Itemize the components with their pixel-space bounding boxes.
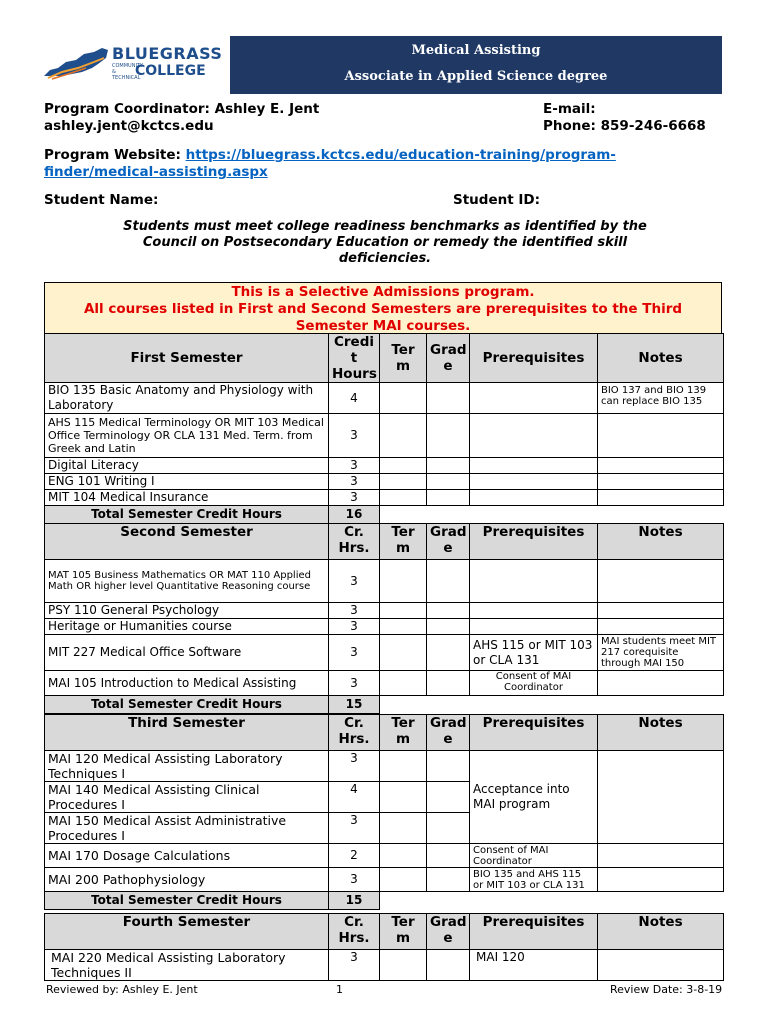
course-name: MAI 200 Pathophysiology — [45, 868, 329, 892]
table-row — [45, 635, 724, 671]
coordinator-block — [44, 101, 319, 135]
credit-value: 3 — [329, 751, 380, 782]
credit-value: 3 — [329, 560, 380, 603]
total-label: Total Semester Credit Hours — [45, 506, 329, 524]
contact-block — [543, 101, 706, 135]
email-label: E-mail: — [543, 101, 596, 117]
page-number: 1 — [336, 983, 343, 996]
second-semester-table — [44, 523, 724, 714]
grade-cell[interactable] — [427, 950, 470, 981]
first-semester-title: First Semester — [45, 334, 329, 383]
credit-value: 4 — [329, 782, 380, 813]
credit-value: 3 — [329, 619, 380, 635]
credit-value: 3 — [329, 868, 380, 892]
term-header: Ter m — [380, 914, 427, 950]
notes-cell: BIO 137 and BIO 139 can replace BIO 135 — [598, 383, 724, 414]
term-header: Ter m — [380, 715, 427, 751]
table-row — [45, 603, 724, 619]
grade-cell[interactable] — [427, 383, 470, 414]
grade-header: Grad e — [427, 334, 470, 383]
notes-cell — [598, 414, 724, 458]
notes-cell — [598, 458, 724, 474]
term-cell[interactable] — [380, 603, 427, 619]
table-row — [45, 671, 724, 696]
credit-value: 3 — [329, 635, 380, 671]
table-row — [45, 383, 724, 414]
course-name: AHS 115 Medical Terminology OR MIT 103 Medical Office Terminology OR CLA 131 Med. Term. from Greek and Latin — [45, 414, 329, 458]
fourth-semester-title: Fourth Semester — [45, 914, 329, 950]
grade-cell[interactable] — [427, 560, 470, 603]
total-value: 15 — [329, 892, 380, 910]
notes-cell — [598, 560, 724, 603]
grade-header: Grad e — [427, 524, 470, 560]
prereq-cell — [470, 490, 598, 506]
website-block — [44, 147, 704, 181]
grade-header: Grad e — [427, 715, 470, 751]
term-cell[interactable] — [380, 813, 427, 844]
total-value: 16 — [329, 506, 380, 524]
credit-value: 3 — [329, 458, 380, 474]
prereq-header: Prerequisites — [470, 334, 598, 383]
grade-cell[interactable] — [427, 782, 470, 813]
notes-header: Notes — [598, 715, 724, 751]
grade-cell[interactable] — [427, 635, 470, 671]
credit-value: 4 — [329, 383, 380, 414]
cr-hrs-header: Cr. Hrs. — [329, 715, 380, 751]
grade-cell[interactable] — [427, 414, 470, 458]
term-cell[interactable] — [380, 474, 427, 490]
total-value: 15 — [329, 696, 380, 714]
review-date: Review Date: 3-8-19 — [610, 983, 723, 996]
term-cell[interactable] — [380, 782, 427, 813]
notes-header: Notes — [598, 334, 724, 383]
table-row — [45, 560, 724, 603]
grade-cell[interactable] — [427, 751, 470, 782]
term-cell[interactable] — [380, 844, 427, 868]
grade-cell[interactable] — [427, 458, 470, 474]
grade-cell[interactable] — [427, 671, 470, 696]
grade-cell[interactable] — [427, 619, 470, 635]
course-name: MAI 105 Introduction to Medical Assisting — [45, 671, 329, 696]
notes-header: Notes — [598, 914, 724, 950]
course-name: MAT 105 Business Mathematics OR MAT 110 Applied Math OR higher level Quantitative Reasoning course — [45, 560, 329, 603]
credit-value: 3 — [329, 414, 380, 458]
term-cell[interactable] — [380, 671, 427, 696]
course-name: Heritage or Humanities course — [45, 619, 329, 635]
table-row — [45, 868, 724, 892]
course-name: MAI 220 Medical Assisting Laboratory Techniques II — [45, 950, 329, 981]
website-link[interactable]: https://bluegrass.kctcs.edu/education-training/program- finder/medical-assisting.aspx — [44, 147, 616, 180]
term-cell[interactable] — [380, 619, 427, 635]
term-cell[interactable] — [380, 950, 427, 981]
course-name: BIO 135 Basic Anatomy and Physiology with Laboratory — [45, 383, 329, 414]
prereq-cell: MAI 120 — [470, 950, 598, 981]
grade-cell[interactable] — [427, 868, 470, 892]
grade-cell[interactable] — [427, 844, 470, 868]
cr-hrs-header: Cr. Hrs. — [329, 914, 380, 950]
credit-value: 3 — [329, 490, 380, 506]
prereq-cell — [470, 560, 598, 603]
grade-header: Grad e — [427, 914, 470, 950]
prereq-cell — [470, 414, 598, 458]
course-name: MAI 140 Medical Assisting Clinical Procedures I — [45, 782, 329, 813]
prereq-cell — [470, 383, 598, 414]
course-name: Digital Literacy — [45, 458, 329, 474]
total-row — [45, 696, 724, 714]
table-row — [45, 844, 724, 868]
notes-cell — [598, 474, 724, 490]
logo-community: COMMUNITY & TECHNICAL — [112, 63, 144, 81]
term-cell[interactable] — [380, 490, 427, 506]
notes-cell — [598, 751, 724, 844]
prereq-header: Prerequisites — [470, 524, 598, 560]
term-cell[interactable] — [380, 635, 427, 671]
table-row — [45, 950, 724, 981]
notes-cell — [598, 844, 724, 868]
notes-cell — [598, 490, 724, 506]
course-name: MAI 150 Medical Assist Administrative Procedures I — [45, 813, 329, 844]
student-name-label: Student Name: — [44, 192, 159, 208]
grade-cell[interactable] — [427, 474, 470, 490]
grade-cell[interactable] — [427, 603, 470, 619]
table-row — [45, 751, 724, 782]
logo-college: COLLEGE — [135, 63, 206, 79]
table-row — [45, 474, 724, 490]
notes-cell — [598, 603, 724, 619]
term-cell[interactable] — [380, 560, 427, 603]
prereq-cell: BIO 135 and AHS 115 or MIT 103 or CLA 131 — [470, 868, 598, 892]
notes-cell: MAI students meet MIT 217 corequisite through MAI 150 — [598, 635, 724, 671]
course-name: MAI 120 Medical Assisting Laboratory Techniques I — [45, 751, 329, 782]
notes-cell — [598, 671, 724, 696]
term-cell[interactable] — [380, 868, 427, 892]
phone-label: Phone: 859-246-6668 — [543, 118, 706, 134]
prereq-cell: Consent of MAI Coordinator — [470, 844, 598, 868]
prereq-header: Prerequisites — [470, 914, 598, 950]
credit-hours-header: Credi t Hours — [329, 334, 380, 383]
course-name: PSY 110 General Psychology — [45, 603, 329, 619]
student-id-label: Student ID: — [453, 192, 540, 208]
credit-value: 3 — [329, 603, 380, 619]
coordinator-name: Program Coordinator: Ashley E. Jent — [44, 101, 320, 117]
credit-value: 3 — [329, 813, 380, 844]
third-semester-table — [44, 714, 724, 910]
term-header: Ter m — [380, 524, 427, 560]
reviewed-by: Reviewed by: Ashley E. Jent — [46, 983, 198, 996]
prereq-cell — [470, 474, 598, 490]
course-name: MIT 104 Medical Insurance — [45, 490, 329, 506]
program-title: Medical Assisting — [411, 43, 541, 58]
total-label: Total Semester Credit Hours — [45, 696, 329, 714]
grade-cell[interactable] — [427, 813, 470, 844]
course-name: MIT 227 Medical Office Software — [45, 635, 329, 671]
prereq-cell — [470, 458, 598, 474]
grade-cell[interactable] — [427, 490, 470, 506]
credit-value: 2 — [329, 844, 380, 868]
course-name: ENG 101 Writing I — [45, 474, 329, 490]
fourth-semester-table — [44, 913, 724, 981]
notes-cell — [598, 950, 724, 981]
table-row — [45, 619, 724, 635]
table-row — [45, 458, 724, 474]
notes-cell — [598, 619, 724, 635]
term-cell[interactable] — [380, 458, 427, 474]
merged-prereq-cell: Acceptance into MAI program — [470, 751, 598, 844]
third-semester-title: Third Semester — [45, 715, 329, 751]
first-semester-table — [44, 333, 724, 524]
selective-admissions-notice: This is a Selective Admissions program. All courses listed in First and Second Semesters are prerequisites to the Third Semester MAI courses. — [44, 282, 722, 334]
college-logo — [42, 44, 222, 84]
second-semester-title: Second Semester — [45, 524, 329, 560]
total-label: Total Semester Credit Hours — [45, 892, 329, 910]
course-name: MAI 170 Dosage Calculations — [45, 844, 329, 868]
term-cell[interactable] — [380, 414, 427, 458]
program-banner — [230, 36, 722, 94]
prereq-cell — [470, 603, 598, 619]
credit-value: 3 — [329, 671, 380, 696]
credit-value: 3 — [329, 950, 380, 981]
logo-bluegrass: BLUEGRASS — [112, 44, 223, 63]
term-cell[interactable] — [380, 751, 427, 782]
table-row — [45, 490, 724, 506]
degree-title: Associate in Applied Science degree — [344, 69, 608, 84]
prereq-cell — [470, 619, 598, 635]
prereq-cell: AHS 115 or MIT 103 or CLA 131 — [470, 635, 598, 671]
website-label: Program Website: — [44, 147, 181, 163]
kentucky-logo-icon — [42, 46, 110, 80]
notes-header: Notes — [598, 524, 724, 560]
term-cell[interactable] — [380, 383, 427, 414]
table-row — [45, 414, 724, 458]
coordinator-email: ashley.jent@kctcs.edu — [44, 118, 214, 134]
total-row — [45, 892, 724, 910]
notes-cell — [598, 868, 724, 892]
prereq-header: Prerequisites — [470, 715, 598, 751]
prereq-cell: Consent of MAI Coordinator — [470, 671, 598, 696]
readiness-note: Students must meet college readiness benchmarks as identified by the Council on Postsecondary Education or remedy the identified skill deficiencies. — [123, 219, 647, 266]
term-header: Ter m — [380, 334, 427, 383]
credit-value: 3 — [329, 474, 380, 490]
total-row — [45, 506, 724, 524]
cr-hrs-header: Cr. Hrs. — [329, 524, 380, 560]
